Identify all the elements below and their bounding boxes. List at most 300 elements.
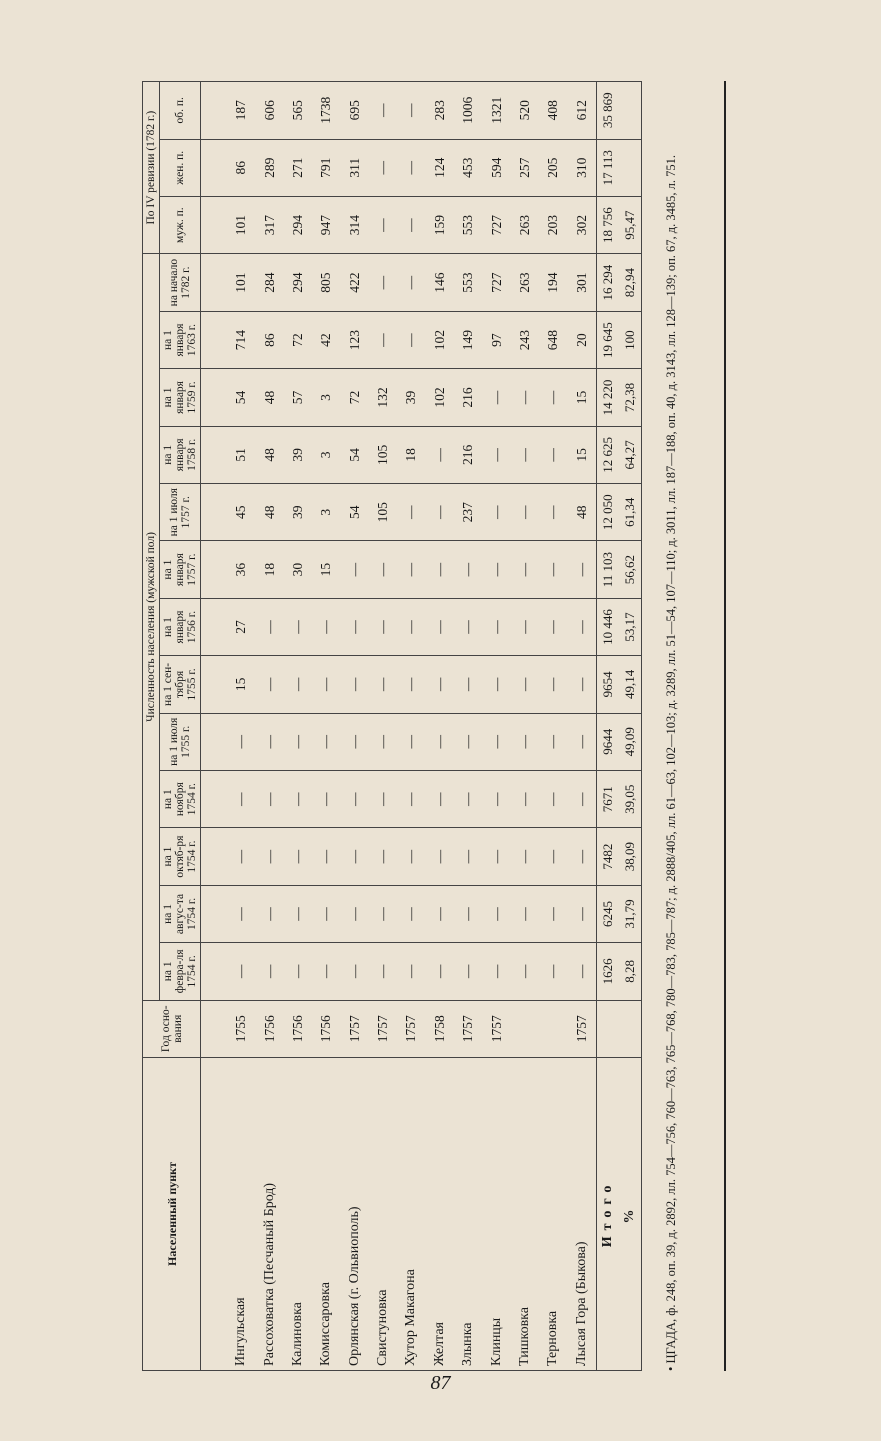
- date-column-header: на 1 ноября 1754 г.: [160, 770, 201, 827]
- table-cell: 612: [567, 82, 596, 140]
- place-name: Злынка: [454, 1057, 482, 1370]
- founded-year: [539, 1000, 567, 1057]
- total-cell: 6245: [597, 885, 620, 942]
- table-cell: —: [284, 770, 312, 827]
- date-column-header: на начало 1782 г.: [160, 254, 201, 312]
- table-cell: —: [454, 656, 482, 713]
- table-cell: 237: [454, 484, 482, 541]
- table-row: [539, 82, 567, 1371]
- revision-column-header: об. п.: [160, 82, 201, 140]
- table-cell: —: [539, 541, 567, 598]
- table-cell: —: [482, 484, 510, 541]
- place-name: Лысая Гора (Быкова): [567, 1057, 596, 1370]
- table-cell: —: [255, 770, 283, 827]
- table-cell: 216: [454, 426, 482, 483]
- table-cell: 48: [255, 484, 283, 541]
- table-cell: —: [312, 943, 340, 1000]
- table-cell: 101: [227, 196, 255, 253]
- table-cell: —: [454, 885, 482, 942]
- table-cell: 1738: [312, 82, 340, 140]
- table-cell: —: [341, 885, 369, 942]
- table-cell: —: [539, 713, 567, 770]
- table-cell: —: [426, 656, 454, 713]
- total-cell: 14 220: [597, 369, 620, 426]
- table-cell: —: [426, 943, 454, 1000]
- table-cell: —: [511, 369, 539, 426]
- table-cell: 520: [511, 82, 539, 140]
- table-cell: 39: [397, 369, 425, 426]
- table-cell: 18: [397, 426, 425, 483]
- table-cell: —: [511, 426, 539, 483]
- table-cell: 72: [284, 311, 312, 368]
- founded-year: 1757: [567, 1000, 596, 1057]
- table-cell: —: [539, 828, 567, 885]
- founded-year: [511, 1000, 539, 1057]
- table-cell: —: [227, 713, 255, 770]
- table-cell: —: [397, 828, 425, 885]
- table-cell: —: [397, 541, 425, 598]
- table-cell: —: [397, 254, 425, 312]
- table-cell: 15: [312, 541, 340, 598]
- table-cell: —: [426, 426, 454, 483]
- population-table: [142, 81, 642, 1371]
- table-cell: —: [539, 484, 567, 541]
- table-cell: —: [369, 139, 397, 196]
- table-cell: 18: [255, 541, 283, 598]
- table-cell: —: [312, 713, 340, 770]
- total-cell: 12 050: [597, 484, 620, 541]
- table-cell: —: [369, 598, 397, 655]
- total-cell: 11 103: [597, 541, 620, 598]
- table-cell: —: [284, 598, 312, 655]
- table-cell: —: [482, 828, 510, 885]
- table-cell: 257: [511, 139, 539, 196]
- total-cell: 12 625: [597, 426, 620, 483]
- place-name: Орлянская (г. Ольвиополь): [341, 1057, 369, 1370]
- table-cell: —: [482, 426, 510, 483]
- place-name: Ингульская: [227, 1057, 255, 1370]
- table-cell: —: [482, 885, 510, 942]
- table-cell: 606: [255, 82, 283, 140]
- percent-cell: 56,62: [619, 541, 642, 598]
- table-cell: —: [341, 598, 369, 655]
- table-cell: 408: [539, 82, 567, 140]
- table-cell: 42: [312, 311, 340, 368]
- table-cell: 791: [312, 139, 340, 196]
- founded-year: 1757: [341, 1000, 369, 1057]
- place-name: Свистуновка: [369, 1057, 397, 1370]
- table-cell: 3: [312, 484, 340, 541]
- table-cell: —: [567, 598, 596, 655]
- table-cell: —: [426, 828, 454, 885]
- percent-cell: 38,09: [619, 828, 642, 885]
- table-cell: —: [511, 484, 539, 541]
- table-cell: —: [539, 369, 567, 426]
- total-cell: 9644: [597, 713, 620, 770]
- table-cell: —: [539, 885, 567, 942]
- founded-year: 1757: [369, 1000, 397, 1057]
- founded-year: 1757: [454, 1000, 482, 1057]
- date-column-header: на 1 января 1763 г.: [160, 311, 201, 368]
- table-cell: 203: [539, 196, 567, 253]
- table-cell: 27: [227, 598, 255, 655]
- table-cell: —: [369, 885, 397, 942]
- table-cell: —: [454, 541, 482, 598]
- table-cell: 86: [227, 139, 255, 196]
- table-row: [227, 82, 255, 1371]
- table-cell: 422: [341, 254, 369, 312]
- table-cell: —: [454, 770, 482, 827]
- table-cell: 714: [227, 311, 255, 368]
- table-cell: —: [255, 943, 283, 1000]
- table-cell: —: [369, 828, 397, 885]
- table-row: [482, 82, 510, 1371]
- empty-cell: [597, 1000, 620, 1057]
- table-cell: 123: [341, 311, 369, 368]
- table-cell: —: [482, 369, 510, 426]
- percent-cell: 8,28: [619, 943, 642, 1000]
- table-cell: —: [511, 656, 539, 713]
- table-row: [255, 82, 283, 1371]
- table-row: [397, 82, 425, 1371]
- table-cell: 194: [539, 254, 567, 312]
- table-cell: —: [284, 656, 312, 713]
- table-cell: —: [227, 943, 255, 1000]
- percent-cell: [619, 82, 642, 140]
- table-cell: 271: [284, 139, 312, 196]
- table-cell: —: [482, 770, 510, 827]
- table-cell: 48: [255, 369, 283, 426]
- table-cell: 97: [482, 311, 510, 368]
- table-cell: —: [454, 828, 482, 885]
- table-cell: 311: [341, 139, 369, 196]
- table-cell: —: [482, 656, 510, 713]
- place-name: Калиновка: [284, 1057, 312, 1370]
- table-cell: —: [341, 828, 369, 885]
- table-cell: —: [426, 484, 454, 541]
- table-cell: 36: [227, 541, 255, 598]
- table-cell: —: [567, 770, 596, 827]
- table-cell: —: [454, 943, 482, 1000]
- table-cell: —: [397, 598, 425, 655]
- table-cell: —: [284, 885, 312, 942]
- revision-column-header: муж. п.: [160, 196, 201, 253]
- place-name: Комиссаровка: [312, 1057, 340, 1370]
- table-cell: —: [567, 656, 596, 713]
- table-cell: —: [539, 770, 567, 827]
- table-cell: —: [482, 541, 510, 598]
- table-cell: 86: [255, 311, 283, 368]
- table-cell: —: [539, 943, 567, 1000]
- table-cell: 283: [426, 82, 454, 140]
- table-cell: 54: [227, 369, 255, 426]
- table-cell: 553: [454, 196, 482, 253]
- empty-cell: [619, 1000, 642, 1057]
- table-cell: 594: [482, 139, 510, 196]
- table-cell: 3: [312, 369, 340, 426]
- place-header: Населенный пункт: [143, 1057, 201, 1370]
- table-cell: 453: [454, 139, 482, 196]
- table-cell: —: [369, 713, 397, 770]
- table-cell: 48: [255, 426, 283, 483]
- percent-row: [619, 82, 642, 1371]
- table-cell: 124: [426, 139, 454, 196]
- total-cell: 9654: [597, 656, 620, 713]
- table-cell: —: [369, 254, 397, 312]
- percent-label: %: [619, 1057, 642, 1370]
- table-cell: 565: [284, 82, 312, 140]
- table-cell: —: [312, 828, 340, 885]
- table-cell: 57: [284, 369, 312, 426]
- table-row: [312, 82, 340, 1371]
- table-cell: —: [482, 943, 510, 1000]
- table-cell: 45: [227, 484, 255, 541]
- table-cell: 1321: [482, 82, 510, 140]
- total-cell: 19 645: [597, 311, 620, 368]
- footnote: • ЦГАДА, ф. 248, оп. 39, д. 2892, лл. 754—756, 760—763, 765—768, 780—783, 785—787; д. 2888/405, лл. 61—63, 102—103; д. 3289, лл. 51—54, 107—110; д. 3011, лл. 187—188, оп. 40, д. 3143, лл. 128—139; оп. 67, д. 3485, л. 751.: [664, 155, 678, 1371]
- table-cell: —: [511, 885, 539, 942]
- table-row: [426, 82, 454, 1371]
- table-cell: —: [567, 828, 596, 885]
- table-cell: —: [397, 484, 425, 541]
- table-cell: 263: [511, 254, 539, 312]
- date-column-header: на 1 января 1758 г.: [160, 426, 201, 483]
- table-cell: —: [539, 598, 567, 655]
- date-column-header: на 1 января 1759 г.: [160, 369, 201, 426]
- page-number: 87: [430, 1372, 451, 1394]
- table-cell: —: [341, 713, 369, 770]
- table-cell: —: [341, 541, 369, 598]
- table-cell: —: [539, 656, 567, 713]
- table-cell: 289: [255, 139, 283, 196]
- percent-cell: 31,79: [619, 885, 642, 942]
- table-cell: 102: [426, 369, 454, 426]
- table-cell: —: [397, 770, 425, 827]
- table-cell: —: [426, 598, 454, 655]
- date-column-header: на 1 октяб-ря 1754 г.: [160, 828, 201, 885]
- table-cell: 101: [227, 254, 255, 312]
- table-cell: —: [369, 656, 397, 713]
- table-cell: —: [227, 885, 255, 942]
- percent-cell: 49,09: [619, 713, 642, 770]
- table-cell: —: [341, 656, 369, 713]
- table-cell: 216: [454, 369, 482, 426]
- table-cell: —: [227, 828, 255, 885]
- table-cell: 54: [341, 484, 369, 541]
- table-cell: 727: [482, 254, 510, 312]
- table-cell: 51: [227, 426, 255, 483]
- table-cell: —: [397, 82, 425, 140]
- table-row: [511, 82, 539, 1371]
- table-cell: 294: [284, 254, 312, 312]
- table-cell: 15: [227, 656, 255, 713]
- table-cell: —: [397, 196, 425, 253]
- table-cell: 947: [312, 196, 340, 253]
- percent-cell: 72,38: [619, 369, 642, 426]
- percent-cell: 82,94: [619, 254, 642, 312]
- table-cell: 301: [567, 254, 596, 312]
- place-name: Терновка: [539, 1057, 567, 1370]
- table-cell: 3: [312, 426, 340, 483]
- founded-year: 1756: [255, 1000, 283, 1057]
- table-cell: 310: [567, 139, 596, 196]
- table-cell: —: [511, 770, 539, 827]
- table-cell: 146: [426, 254, 454, 312]
- table-cell: 317: [255, 196, 283, 253]
- revision-column-header: жен. п.: [160, 139, 201, 196]
- table-cell: 20: [567, 311, 596, 368]
- total-row: [597, 82, 620, 1371]
- table-cell: 105: [369, 426, 397, 483]
- table-cell: 263: [511, 196, 539, 253]
- table-cell: —: [511, 713, 539, 770]
- percent-cell: 64,27: [619, 426, 642, 483]
- table-cell: 243: [511, 311, 539, 368]
- place-name: Клинцы: [482, 1057, 510, 1370]
- date-column-header: на 1 января 1756 г.: [160, 598, 201, 655]
- table-cell: —: [341, 943, 369, 1000]
- place-name: Хутор Макагона: [397, 1057, 425, 1370]
- table-row: [341, 82, 369, 1371]
- place-name: Желтая: [426, 1057, 454, 1370]
- table-cell: —: [482, 598, 510, 655]
- table-cell: 102: [426, 311, 454, 368]
- table-cell: —: [369, 311, 397, 368]
- table-cell: —: [397, 311, 425, 368]
- table-cell: 159: [426, 196, 454, 253]
- table-cell: —: [369, 943, 397, 1000]
- table-cell: 302: [567, 196, 596, 253]
- divider: [724, 81, 726, 1371]
- total-cell: 35 869: [597, 82, 620, 140]
- table-cell: 314: [341, 196, 369, 253]
- table-cell: —: [312, 770, 340, 827]
- total-cell: 17 113: [597, 139, 620, 196]
- percent-cell: 39,05: [619, 770, 642, 827]
- table-cell: —: [369, 770, 397, 827]
- table-cell: —: [426, 770, 454, 827]
- table-cell: —: [511, 598, 539, 655]
- table-cell: 805: [312, 254, 340, 312]
- total-cell: 10 446: [597, 598, 620, 655]
- table-cell: —: [567, 885, 596, 942]
- percent-cell: 100: [619, 311, 642, 368]
- founded-year: 1756: [284, 1000, 312, 1057]
- date-column-header: на 1 авгус-та 1754 г.: [160, 885, 201, 942]
- total-cell: 7482: [597, 828, 620, 885]
- date-column-header: на 1 января 1757 г.: [160, 541, 201, 598]
- table-cell: —: [397, 139, 425, 196]
- table-cell: —: [397, 885, 425, 942]
- table-cell: —: [369, 196, 397, 253]
- table-cell: —: [567, 713, 596, 770]
- table-cell: —: [426, 713, 454, 770]
- percent-cell: 53,17: [619, 598, 642, 655]
- table-cell: 149: [454, 311, 482, 368]
- table-cell: —: [255, 598, 283, 655]
- table-footer: [597, 82, 642, 1371]
- founded-header: Год осно-вания: [143, 1000, 201, 1057]
- founded-year: 1755: [227, 1000, 255, 1057]
- percent-cell: 49,14: [619, 656, 642, 713]
- table-cell: —: [511, 943, 539, 1000]
- table-cell: 15: [567, 426, 596, 483]
- table-cell: —: [369, 541, 397, 598]
- table-cell: 48: [567, 484, 596, 541]
- table-cell: —: [255, 713, 283, 770]
- table-row: [454, 82, 482, 1371]
- table-cell: —: [397, 943, 425, 1000]
- total-label: Итого: [597, 1057, 620, 1370]
- table-cell: 30: [284, 541, 312, 598]
- revision-group-header: По IV ревизии (1782 г.): [143, 82, 160, 254]
- table-cell: —: [539, 426, 567, 483]
- table-cell: —: [454, 598, 482, 655]
- percent-cell: 95,47: [619, 196, 642, 253]
- table-cell: —: [511, 541, 539, 598]
- table-cell: 695: [341, 82, 369, 140]
- table-cell: 553: [454, 254, 482, 312]
- table-cell: 105: [369, 484, 397, 541]
- table-cell: 72: [341, 369, 369, 426]
- table-cell: 284: [255, 254, 283, 312]
- founded-year: 1758: [426, 1000, 454, 1057]
- place-name: Рассоховатка (Песчаный Брод): [255, 1057, 283, 1370]
- table-cell: 205: [539, 139, 567, 196]
- table-cell: —: [397, 713, 425, 770]
- date-column-header: на 1 февра-ля 1754 г.: [160, 943, 201, 1000]
- table-cell: —: [312, 598, 340, 655]
- total-cell: 7671: [597, 770, 620, 827]
- table-cell: —: [369, 82, 397, 140]
- table-cell: —: [567, 541, 596, 598]
- table-row: [369, 82, 397, 1371]
- table-cell: —: [284, 828, 312, 885]
- place-name: Тишковка: [511, 1057, 539, 1370]
- table-cell: 54: [341, 426, 369, 483]
- table-cell: 15: [567, 369, 596, 426]
- table-cell: —: [227, 770, 255, 827]
- table-cell: 39: [284, 426, 312, 483]
- founded-year: 1757: [482, 1000, 510, 1057]
- founded-year: 1757: [397, 1000, 425, 1057]
- table-cell: —: [454, 713, 482, 770]
- percent-cell: 61,34: [619, 484, 642, 541]
- total-cell: 1626: [597, 943, 620, 1000]
- table-cell: —: [426, 885, 454, 942]
- date-column-header: на 1 июля 1757 г.: [160, 484, 201, 541]
- population-group-header: Численность населения (мужской пол): [143, 254, 160, 1000]
- table-cell: —: [511, 828, 539, 885]
- table-cell: —: [255, 656, 283, 713]
- founded-year: 1756: [312, 1000, 340, 1057]
- table-cell: —: [312, 656, 340, 713]
- table-cell: 1006: [454, 82, 482, 140]
- table-cell: 132: [369, 369, 397, 426]
- table-cell: —: [284, 713, 312, 770]
- total-cell: 16 294: [597, 254, 620, 312]
- spacer-row: [201, 82, 228, 1371]
- table-cell: 294: [284, 196, 312, 253]
- table-cell: —: [255, 828, 283, 885]
- table-cell: 648: [539, 311, 567, 368]
- table-cell: —: [397, 656, 425, 713]
- date-column-header: на 1 сен-тября 1755 г.: [160, 656, 201, 713]
- table-cell: —: [341, 770, 369, 827]
- total-cell: 18 756: [597, 196, 620, 253]
- table-cell: —: [284, 943, 312, 1000]
- table-cell: 727: [482, 196, 510, 253]
